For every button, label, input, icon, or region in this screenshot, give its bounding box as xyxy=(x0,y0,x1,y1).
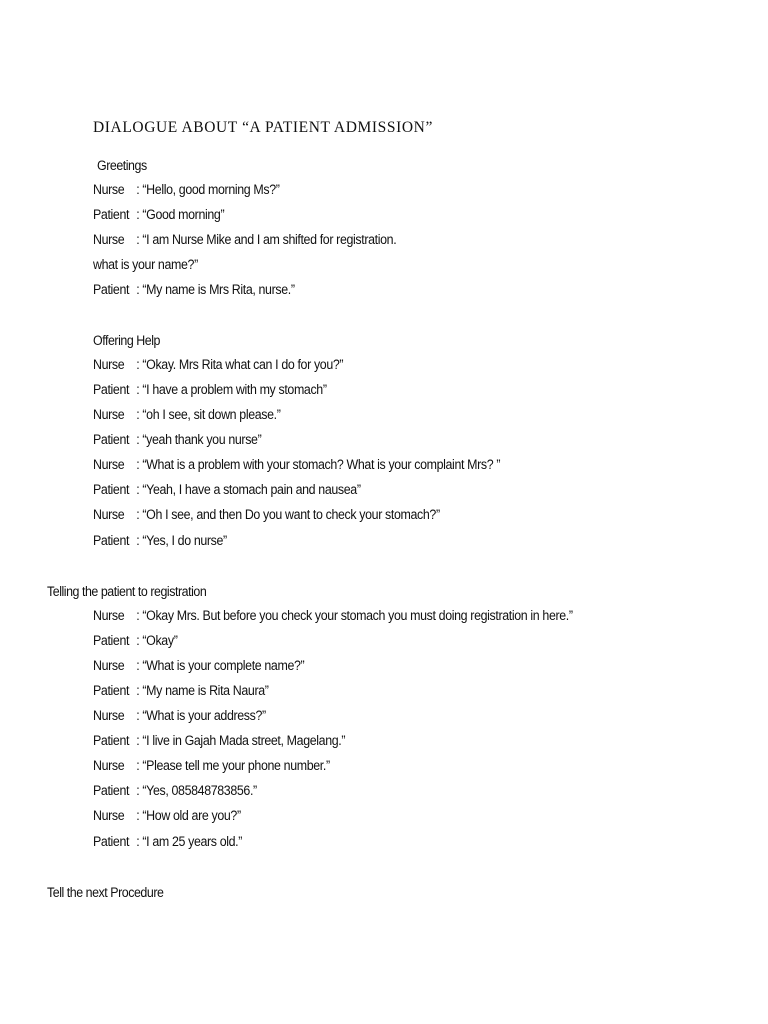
dialogue-line xyxy=(93,407,281,425)
speaker-label: Nurse xyxy=(93,708,125,723)
speaker-label: Nurse xyxy=(93,182,125,197)
dialogue-line xyxy=(93,633,177,651)
speaker-label: Patient xyxy=(93,432,130,447)
line-text: : “I am 25 years old.” xyxy=(136,834,243,849)
speaker-label: Nurse xyxy=(93,808,125,823)
dialogue-line xyxy=(93,482,361,500)
speaker-label: Nurse xyxy=(93,608,125,623)
dialogue-line xyxy=(93,608,573,626)
line-text: : “Okay” xyxy=(136,633,178,648)
speaker-label: Patient xyxy=(93,783,130,798)
dialogue-line xyxy=(93,758,330,776)
speaker-label: Patient xyxy=(93,834,130,849)
speaker-label: Nurse xyxy=(93,407,125,422)
line-text: : “I am Nurse Mike and I am shifted for registration. xyxy=(136,232,397,247)
line-text: : “oh I see, sit down please.” xyxy=(136,407,281,422)
dialogue-line xyxy=(93,533,227,551)
dialogue-line xyxy=(93,232,396,250)
speaker-label: Patient xyxy=(93,733,130,748)
speaker-label: Patient xyxy=(93,207,130,222)
dialogue-line xyxy=(93,182,280,200)
speaker-label: Nurse xyxy=(93,507,125,522)
line-text: : “Please tell me your phone number.” xyxy=(136,758,330,773)
dialogue-line xyxy=(93,708,266,726)
speaker-label: Nurse xyxy=(93,658,125,673)
speaker-label: Patient xyxy=(93,633,130,648)
line-text: : “Okay Mrs. But before you check your stomach you must doing registration in here.” xyxy=(136,608,573,623)
line-text: : “What is a problem with your stomach? What is your complaint Mrs? ” xyxy=(136,457,501,472)
speaker-label: Patient xyxy=(93,482,130,497)
section-heading-registration: Telling the patient to registration xyxy=(47,584,207,599)
speaker-label: Patient xyxy=(93,533,130,548)
dialogue-line xyxy=(93,658,304,676)
speaker-label: Nurse xyxy=(93,758,125,773)
dialogue-line xyxy=(93,834,242,852)
line-text: : “My name is Mrs Rita, nurse.” xyxy=(136,282,295,297)
line-text: : “I live in Gajah Mada street, Magelang.” xyxy=(136,733,346,748)
dialogue-line xyxy=(93,733,345,751)
dialogue-line xyxy=(93,783,257,801)
section-heading-greetings: Greetings xyxy=(97,158,147,173)
speaker-label: Patient xyxy=(93,683,130,698)
line-text: : “My name is Rita Naura” xyxy=(136,683,269,698)
line-text: : “Oh I see, and then Do you want to check your stomach?” xyxy=(136,507,440,522)
line-text: : “How old are you?” xyxy=(136,808,241,823)
dialogue-line xyxy=(93,282,295,300)
dialogue-line xyxy=(93,808,241,826)
line-text: : “I have a problem with my stomach” xyxy=(136,382,327,397)
line-text: : “Okay. Mrs Rita what can I do for you?” xyxy=(136,357,344,372)
line-text: what is your name?” xyxy=(93,257,198,272)
line-text: : “What is your complete name?” xyxy=(136,658,305,673)
line-text: : “Hello, good morning Ms?” xyxy=(136,182,280,197)
line-text: : “Yeah, I have a stomach pain and nausea” xyxy=(136,482,361,497)
line-text: : “Good morning” xyxy=(136,207,225,222)
section-heading-next-procedure: Tell the next Procedure xyxy=(47,885,164,900)
document-title: DIALOGUE ABOUT “A PATIENT ADMISSION” xyxy=(93,119,433,136)
speaker-label: Patient xyxy=(93,382,130,397)
line-text: : “yeah thank you nurse” xyxy=(136,432,262,447)
speaker-label: Nurse xyxy=(93,457,125,472)
speaker-label: Nurse xyxy=(93,357,125,372)
speaker-label: Patient xyxy=(93,282,130,297)
line-text: : “Yes, 085848783856.” xyxy=(136,783,257,798)
line-text: : “What is your address?” xyxy=(136,708,266,723)
dialogue-line xyxy=(93,507,440,525)
dialogue-line xyxy=(93,432,261,450)
dialogue-line xyxy=(93,207,224,225)
dialogue-line xyxy=(93,683,269,701)
dialogue-line xyxy=(93,357,343,375)
dialogue-line xyxy=(93,382,327,400)
dialogue-line xyxy=(93,457,500,475)
line-text: : “Yes, I do nurse” xyxy=(136,533,227,548)
section-heading-offering-help: Offering Help xyxy=(93,333,160,348)
dialogue-line-continuation xyxy=(93,257,198,275)
speaker-label: Nurse xyxy=(93,232,125,247)
